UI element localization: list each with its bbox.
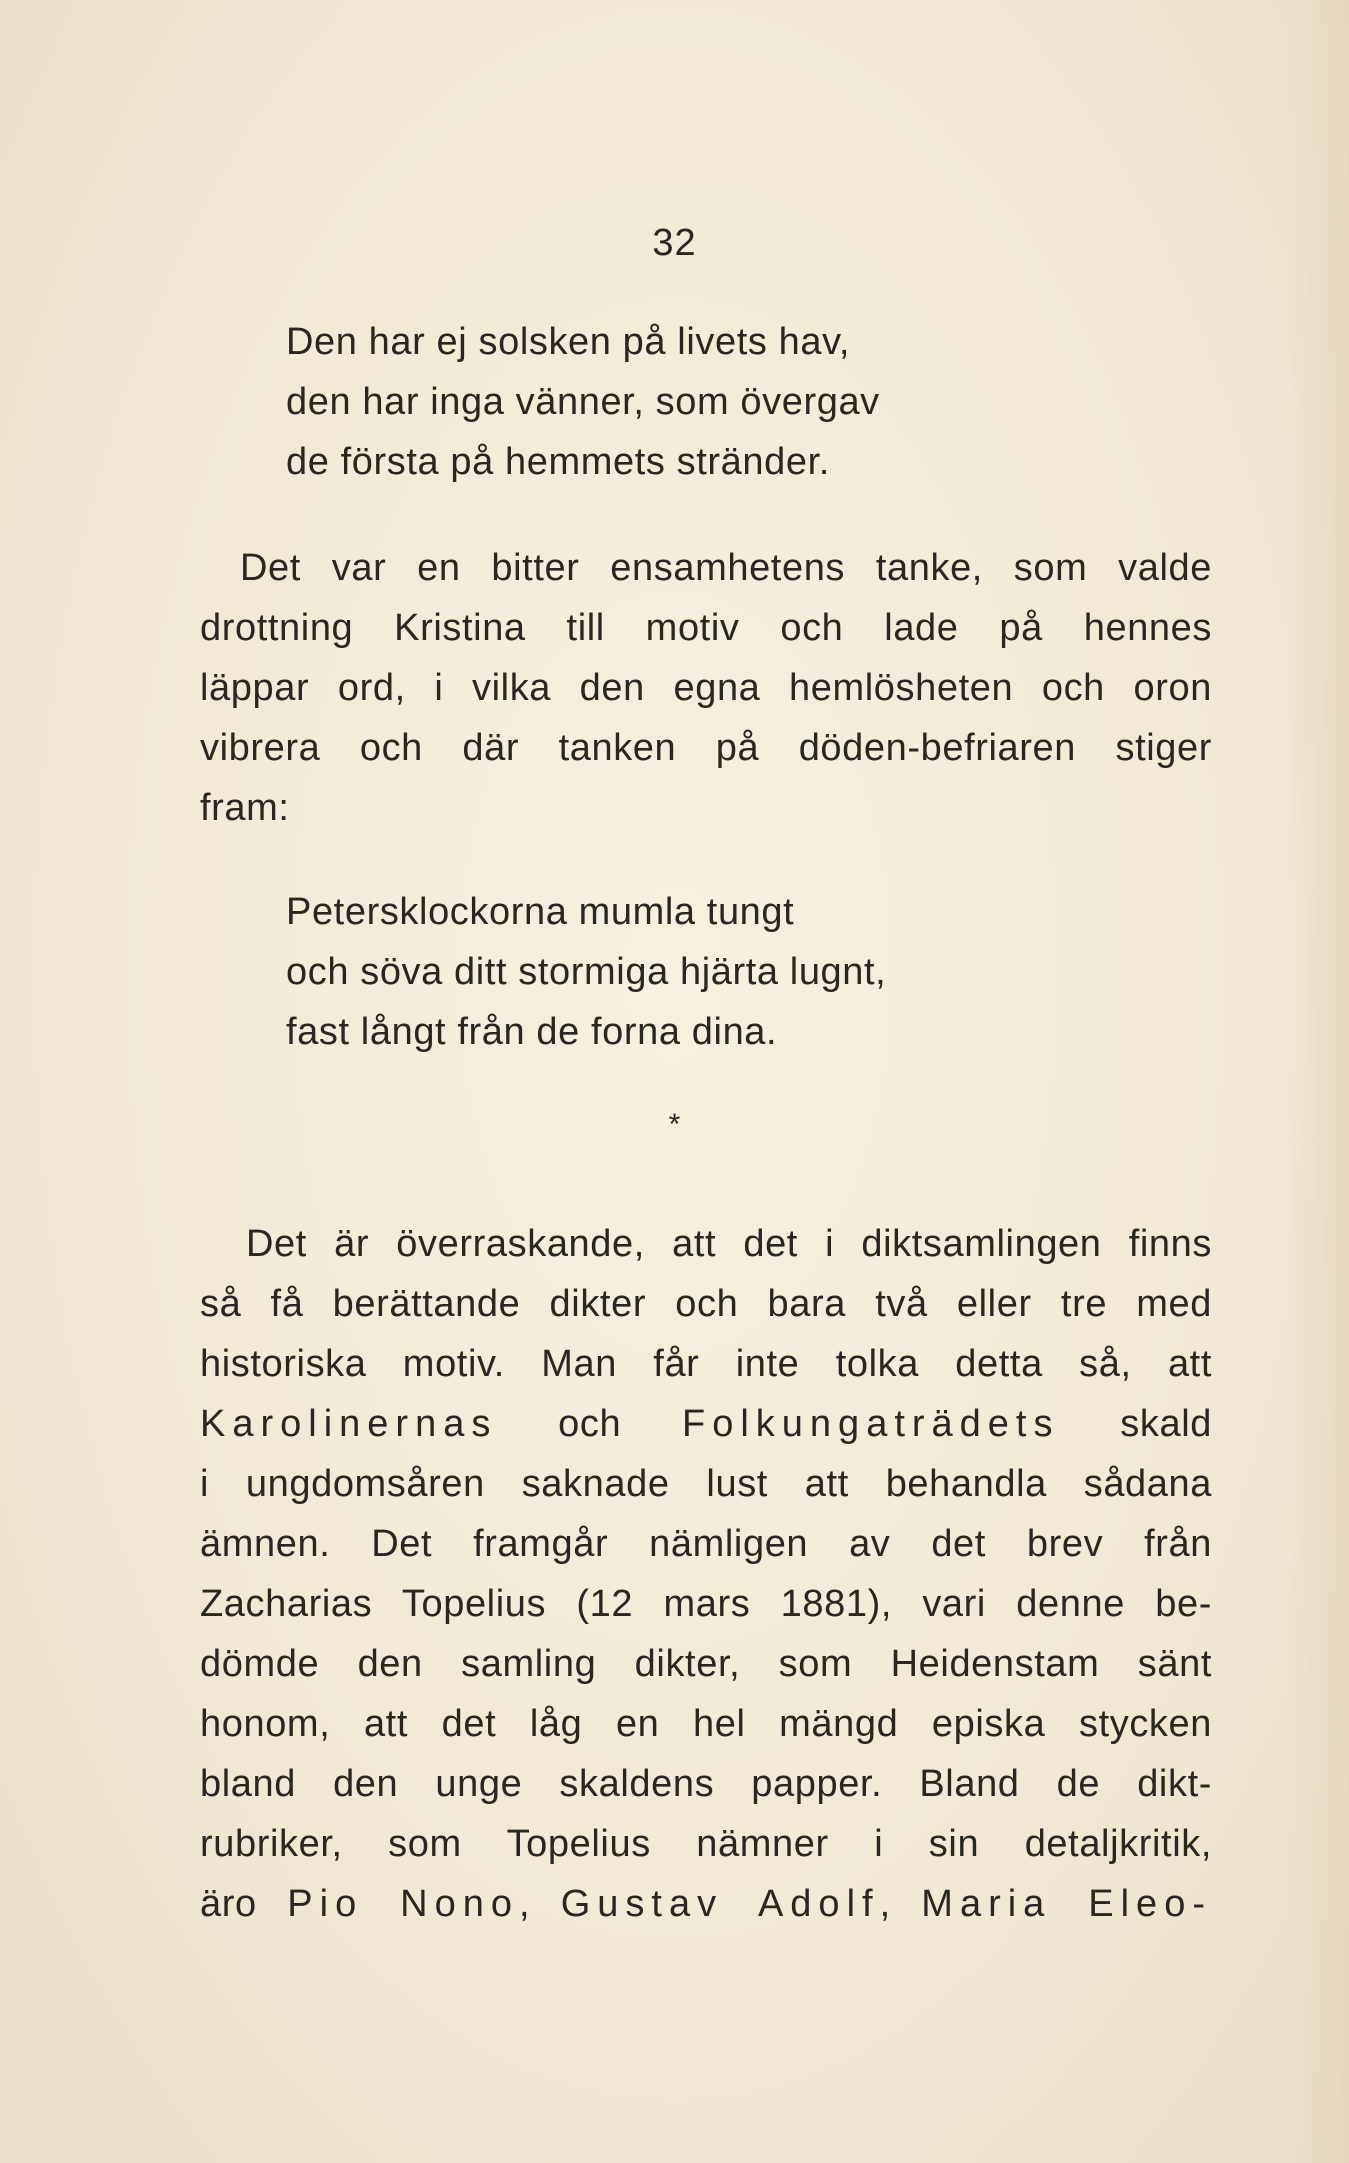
paragraph-line: Det är överraskande, att det i diktsamlingen finns — [246, 1223, 1212, 1265]
verse-line: de första på hemmets stränder. — [286, 441, 830, 483]
text-fragment: och — [497, 1403, 682, 1445]
paragraph-line: ämnen. Det framgår nämligen av det brev från — [200, 1523, 1212, 1565]
emphasized-title: Karolinernas — [200, 1403, 498, 1445]
text-fragment: skald — [1059, 1403, 1212, 1445]
paragraph-line: så få berättande dikter och bara två eller tre med — [200, 1283, 1212, 1325]
paragraph-line: bland den unge skaldens papper. Bland de dikt- — [200, 1763, 1212, 1805]
text-fragment: äro — [200, 1883, 288, 1925]
paragraph-line — [200, 1874, 1212, 1934]
paragraph-line: läppar ord, i vilka den egna hemlösheten och oron — [200, 667, 1212, 709]
paragraph-line: drottning Kristina till motiv och lade på hennes — [200, 607, 1212, 649]
page-edge-shadow — [1289, 0, 1349, 2163]
paragraph-line: dömde den samling dikter, som Heidenstam sänt — [200, 1643, 1212, 1685]
paragraph-line: i ungdomsåren saknade lust att behandla sådana — [200, 1463, 1212, 1505]
paragraph-line: Det var en bitter ensamhetens tanke, som valde — [240, 547, 1212, 589]
verse-line: den har inga vänner, som övergav — [286, 381, 880, 423]
paragraph-line: rubriker, som Topelius nämner i sin detaljkritik, — [200, 1823, 1212, 1865]
verse-line: Petersklockorna mumla tungt — [286, 891, 795, 933]
emphasized-title: Gustav Adolf — [560, 1883, 880, 1925]
verse-line: Den har ej solsken på livets hav, — [286, 321, 851, 363]
text-fragment: , — [519, 1883, 561, 1925]
paragraph-line: fram: — [200, 787, 290, 829]
verse-line: fast långt från de forna dina. — [286, 1011, 778, 1053]
paragraph-line: historiska motiv. Man får inte tolka detta så, att — [200, 1343, 1212, 1385]
verse-line: och söva ditt stormiga hjärta lugnt, — [286, 951, 887, 993]
emphasized-title: Folkungaträdets — [682, 1403, 1060, 1445]
paragraph-line: honom, att det låg en hel mängd episka stycken — [200, 1703, 1212, 1745]
text-fragment: , — [879, 1883, 922, 1925]
paragraph-line — [200, 1394, 1212, 1454]
emphasized-title: Maria Eleo- — [921, 1883, 1212, 1925]
section-separator: * — [668, 1108, 681, 1141]
emphasized-title: Pio Nono — [287, 1883, 519, 1925]
page-number: 32 — [652, 222, 697, 264]
paragraph-line: vibrera och där tanken på döden-befriaren stiger — [200, 727, 1212, 769]
paragraph-line: Zacharias Topelius (12 mars 1881), vari denne be- — [200, 1583, 1212, 1625]
